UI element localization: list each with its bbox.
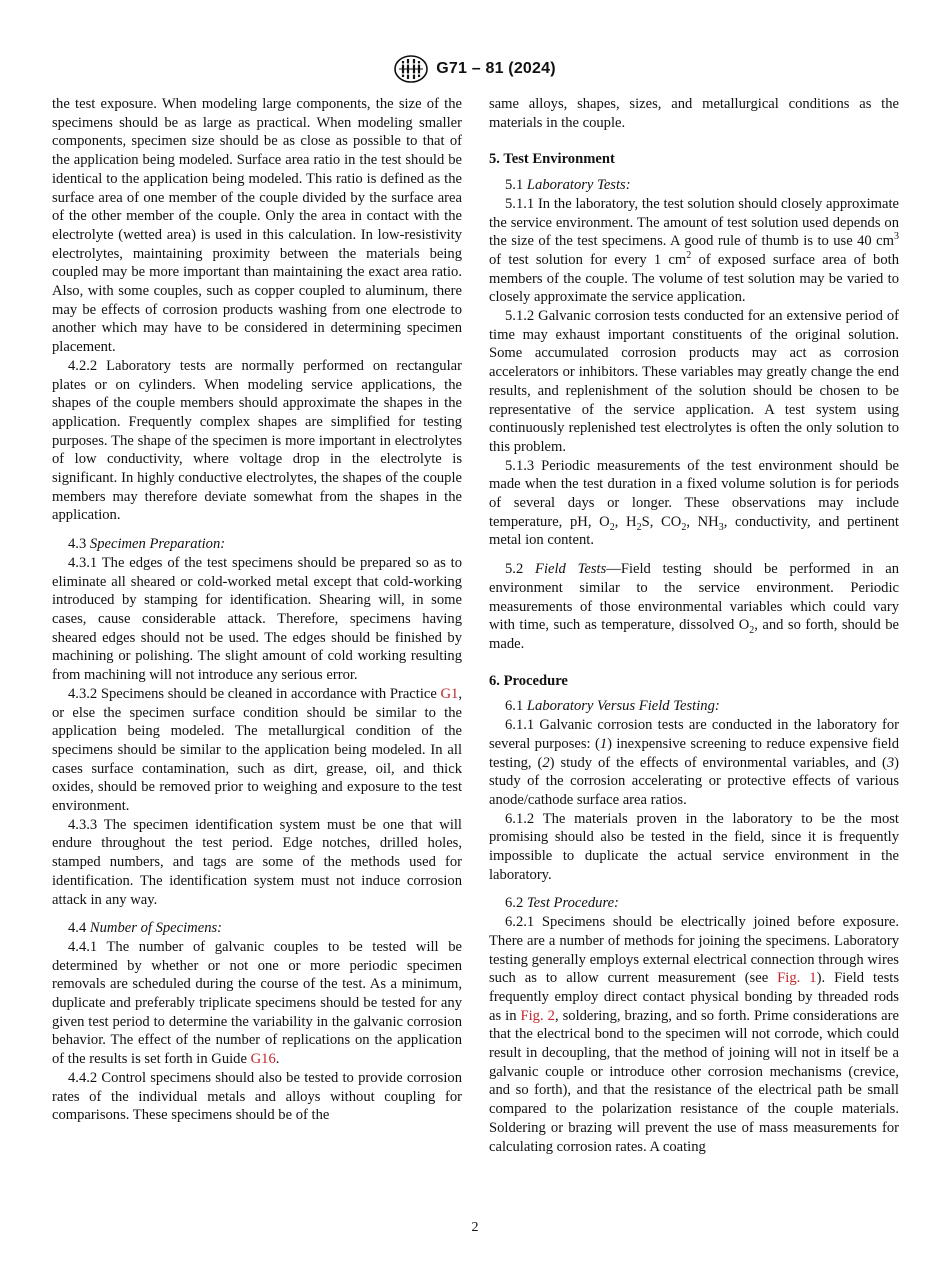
paragraph-5-2: 5.2 Field Tests—Field testing should be performed in an environment similar to the service environment. Periodic measurements of those environmental variables which could vary with time, such as temperature, dissolved $O_2$, and so forth, should be made. xyxy=(489,561,899,652)
paragraph-5-1-1: 5.1.1 In the laboratory, the test solution should closely approximate the service environment. The amount of test solution used depends on the size of the test specimens. A good rule of thumb is to use 40 $cm^3$ of test solution for every 1 $cm^2$ of exposed surface area of both members of the couple. The volume of test solution may be varied to closely approximate the service application. xyxy=(489,195,899,306)
paragraph-6-1-1: 6.1.1 Galvanic corrosion tests are conducted in the laboratory for several purposes: (1) inexpensive screening to reduce expensive field testing, (2) study of the effects of environmental variables, and (3) study of the corrosion accelerating or protective effects of various anode/cathode surface area ratios. xyxy=(489,717,899,808)
paragraph-4-3-3: 4.3.3 The specimen identification system must be one that will endure throughout the test period. Edge notches, drilled holes, stamped numbers, and tags are some of the methods used for identification. The identification system must not induce corrosion attack in any way. xyxy=(52,816,462,908)
right-column xyxy=(489,95,899,1156)
ref-fig-1-link[interactable]: Fig. 1 xyxy=(777,970,817,987)
ref-g1-link[interactable]: G1 xyxy=(440,685,459,702)
section-6-1-heading: 6.1 Laboratory Versus Field Testing: xyxy=(505,698,720,715)
section-4-4-heading: 4.4 Number of Specimens: xyxy=(68,920,223,937)
paragraph-4-4-1: 4.4.1 The number of galvanic couples to be tested will be determined by whether or not one or more periodic specimen removals are scheduled during the course of the test. As a minimum, duplicate and preferably triplicate specimens should be tested for any given test period to determine the variability in the galvanic corrosion behavior. The effect of the number of replications on the application of the results is set forth in Guide G16. xyxy=(52,938,462,1068)
standard-designation: G71 – 81 (2024) xyxy=(436,60,556,77)
paragraph-6-2-1: 6.2.1 Specimens should be electrically joined before exposure. There are a number of methods for joining the specimens. Laboratory testing generally employs external electrical connection through wires such as to allow current measurement (see Fig. 1). Field tests frequently employ direct contact physical bonding by threaded rods as in Fig. 2, soldering, brazing, and so forth. Prime considerations are that the electrical bond to the specimen will not corrode, which could result in decoupling, that the method of joining will not in itself be a galvanic couple or introduce other corrosion mechanisms (crevice, and so forth), and that the resistance of the electrical path be small compared to the polarization resistance of the couple materials. Soldering or brazing will prevent the use of mass measurements for calculating corrosion rates. A coating xyxy=(489,914,899,1155)
paragraph-5-1-3: 5.1.3 Periodic measurements of the test environment should be made when the test duration in a fixed volume solution is for periods of several days or longer. These observations may include temperature, pH, $O_2$, $H_2S$, $CO_2$, $NH_3$, conductivity, and pertinent metal ion content. xyxy=(489,457,899,549)
section-5-1-heading: 5.1 Laboratory Tests: xyxy=(505,177,631,194)
paragraph-continuation-right: same alloys, shapes, sizes, and metallurgical conditions as the materials in the couple. xyxy=(489,96,899,131)
left-column xyxy=(52,95,462,1125)
paragraph-continuation: the test exposure. When modeling large components, the size of the specimens should be as large as practical. When modeling smaller components, specimen size should be as close as possible to that of the application being modeled. Surface area ratio in the test should be identical to the application being modeled. This ratio is defined as the surface area of one member of the couple divided by the surface area of the other member of the couple. Only the area in contact with the electrolyte (wetted area) is used in this calculation. In low-resistivity electrolytes, maintaining proximity between the materials being coupled may be more important than maintaining the exact area ratio. Also, with some couples, such as copper coupled to aluminum, there may be effects of corrosion products washing from one electrode to another which may have to be considered in determining specimen placement. xyxy=(52,96,462,356)
paragraph-4-3-1: 4.3.1 The edges of the test specimens should be prepared so as to eliminate all sheared or cold-worked metal except that cold-working introduced by stamping for identification. Shearing will, in some cases, cause considerable attack. Therefore, specimens having sheared edges should not be used. The edges should be finished by machining or polishing. The slight amount of cold working resulting from machining will not introduce any serious error. xyxy=(52,554,462,684)
paragraph-4-2-2: 4.2.2 Laboratory tests are normally performed on rectangular plates or on cylinders. When modeling service applications, the shapes of the couple members should approximate the shapes in the application. Frequently complex shapes are simplified for testing purposes. The shape of the specimen is more important in electrolytes of low conductivity, where voltage drop in the electrolyte is significant. In highly conductive electrolytes, the shapes of the couple members may therefore deviate somewhat from the shapes in the application. xyxy=(52,357,462,524)
section-4-3-heading: 4.3 Specimen Preparation: xyxy=(68,536,226,553)
page-header xyxy=(0,54,950,84)
ref-g16-link[interactable]: G16 xyxy=(250,1051,276,1068)
ref-fig-2-link[interactable]: Fig. 2 xyxy=(520,1007,555,1024)
section-5-heading: 5. Test Environment xyxy=(489,151,615,168)
paragraph-6-1-2: 6.1.2 The materials proven in the laboratory to be the most promising should also be tested in the field, since it is frequently impossible to duplicate the actual service environment in the laboratory. xyxy=(489,810,899,883)
paragraph-4-3-2: 4.3.2 Specimens should be cleaned in accordance with Practice G1, or else the specimen surface condition should be similar to the application being modeled. The metallurgical condition of the specimens should be similar to the application being modeled. In all cases surface contamination, such as dirt, grease, oil, and thick oxides, should be removed prior to weighing and exposure to the test environment. xyxy=(52,685,462,815)
section-6-heading: 6. Procedure xyxy=(489,672,568,689)
paragraph-4-4-2: 4.4.2 Control specimens should also be tested to provide corrosion rates of the individual metals and alloys without coupling for comparisons. These specimens should be of the xyxy=(52,1069,462,1124)
astm-logo-icon xyxy=(394,55,428,83)
section-6-2-heading: 6.2 Test Procedure: xyxy=(505,895,619,912)
page-number: 2 xyxy=(471,1220,479,1235)
paragraph-5-1-2: 5.1.2 Galvanic corrosion tests conducted for an extensive period of time may exhaust important constituents of the original solution. Some accumulated corrosion products may act as corrosion accelerators or inhibitors. These variables may greatly change the end results, and replenishment of the solution should be chosen to be representative of the service application. A test system using continuously replenished test electrolytes is often the only solution to this problem. xyxy=(489,308,899,455)
